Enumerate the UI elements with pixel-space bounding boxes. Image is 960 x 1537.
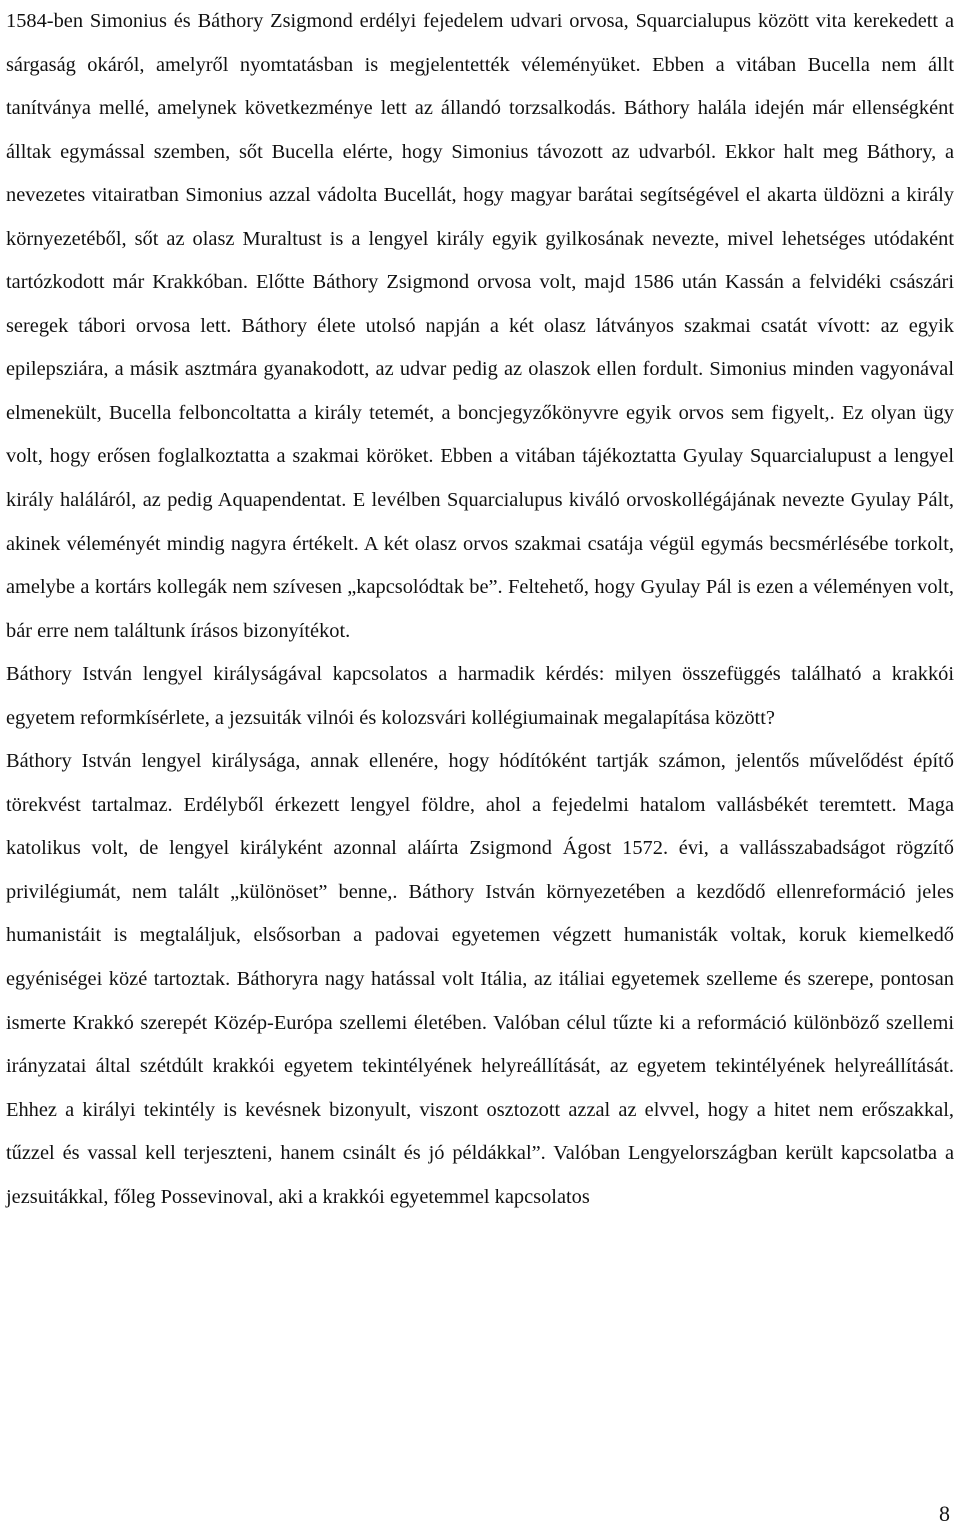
page-number: 8 (939, 1501, 950, 1526)
paragraph: Báthory István lengyel királysága, annak ellenére, hogy hódítóként tartják számon, jelentős művelődést építő törekvést tartalmaz. Erdélyből érkezett lengyel földre, ahol a fejedelmi hatalom vallásbékét teremtett. Maga katolikus volt, de lengyel királyként azonnal aláírta Zsigmond Ágost 1572. évi, a vallásszabadságot rögzítő privilégiumát, nem talált „különöset” benne,. Báthory István környezetében a kezdődő ellenreformáció jeles humanistáit is megtaláljuk, elsősorban a padovai egyetemen végzett humanisták voltak, koruk kiemelkedő egyéniségei közé tartoztak. Báthoryra nagy hatással volt Itália, az itáliai egyetemek szelleme és szerepe, pontosan ismerte Krakkó szerepét Közép-Európa szellemi életében. Valóban célul tűzte ki a reformáció különböző szellemi irányzatai által szétdúlt krakkói egyetem tekintélyének helyreállítását, az egyetem tekintélyének helyreállítását. Ehhez a királyi tekintély is kevésnek bizonyult, viszont osztozott azzal az elvvel, hogy a hitet nem erőszakkal, tűzzel és vassal kell terjeszteni, hanem csinált és jó példákkal”. Valóban Lengyelországban került kapcsolatba a jezsuitákkal, főleg Possevinoval, aki a krakkói egyetemmel kapcsolatos (6, 750, 954, 1208)
document-page (6, 0, 954, 1219)
paragraph: Báthory István lengyel királyságával kapcsolatos a harmadik kérdés: milyen összefüggés található a krakkói egyetem reformkísérlete, a jezsuiták vilnói és kolozsvári kollégiumainak megalapítása között? (6, 663, 954, 729)
paragraph: 1584-ben Simonius és Báthory Zsigmond erdélyi fejedelem udvari orvosa, Squarcialupus között vita kerekedett a sárgaság okáról, amelyről nyomtatásban is megjelentették véleményüket. Ebben a vitában Bucella nem állt tanítványa mellé, amelynek következménye lett az állandó torzsalkodás. Báthory halála idején már ellenségként álltak egymással szemben, sőt Bucella elérte, hogy Simonius távozott az udvarból. Ekkor halt meg Báthory, a nevezetes vitairatban Simonius azzal vádolta Bucellát, hogy magyar barátai segítségével el akarta üldözni a király környezetéből, sőt az olasz Muraltust is a lengyel király egyik gyilkosának nevezte, mivel lehetséges utódaként tartózkodott már Krakkóban. Előtte Báthory Zsigmond orvosa volt, majd 1586 után Kassán a felvidéki császári seregek tábori orvosa lett. Báthory élete utolsó napján a két olasz látványos szakmai csatát vívott: az egyik epilepsziára, a másik asztmára gyanakodott, az udvar pedig az olaszok ellen fordult. Simonius minden vagyonával elmenekült, Bucella felboncoltatta a király tetemét, a boncjegyzőkönyvre egyik orvos sem figyelt,. Ez olyan ügy volt, hogy erősen foglalkoztatta a szakmai köröket. Ebben a vitában tájékoztatta Gyulay Squarcialupust a lengyel király haláláról, az pedig Aquapendentat. E levélben Squarcialupus kiváló orvoskollégájának nevezte Gyulay Pált, akinek véleményét mindig nagyra értékelt. A két olasz orvos szakmai csatája végül egymás becsmérlésébe torkolt, amelybe a kortárs kollegák nem szívesen „kapcsolódtak be”. Feltehető, hogy Gyulay Pál is ezen a véleményen volt, bár erre nem találtunk írásos bizonyítékot. (6, 10, 954, 642)
